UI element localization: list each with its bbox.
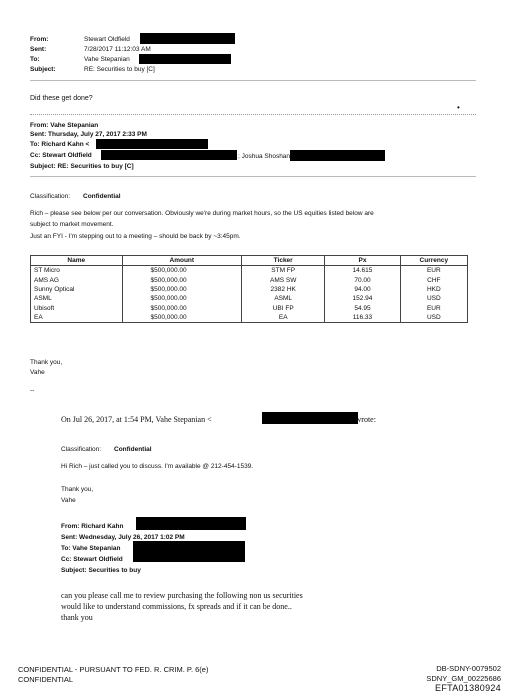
table-cell: USD (400, 294, 467, 303)
classification-value: Confidential (114, 446, 152, 453)
classification-label: Classification: (61, 446, 102, 453)
message4-body-line: would like to understand commissions, fx spreads and if it can be done.. (61, 602, 292, 611)
redaction-block (139, 54, 231, 64)
column-header: Px (325, 256, 400, 266)
table-cell: 152.94 (325, 294, 400, 303)
table-cell: $500,000.00 (122, 285, 242, 294)
redaction-block (136, 517, 246, 530)
table-cell: $500,000.00 (122, 294, 242, 303)
table-cell: ST Micro (31, 266, 123, 276)
message4-subject: Subject: Securities to buy (61, 567, 141, 574)
footer-bates-2: SDNY_GM_00225686 (426, 674, 501, 683)
header-from-label: From: (30, 36, 49, 43)
classification-label: Classification: (30, 193, 71, 200)
table-cell: 70.00 (325, 275, 400, 284)
table-row (31, 294, 468, 303)
table-row (31, 304, 468, 313)
table-cell: ASML (31, 294, 123, 303)
bullet-dot: • (457, 103, 460, 112)
redaction-block (101, 150, 237, 160)
message3-body: Hi Rich – just called you to discuss. I'm available @ 212-454-1539. (61, 463, 254, 470)
message4-sent: Sent: Wednesday, July 26, 2017 1:02 PM (61, 534, 185, 541)
table-row (31, 275, 468, 284)
table-cell: EA (31, 313, 123, 323)
table-cell: 94.00 (325, 285, 400, 294)
message2-body-line: Rich – please see below per our conversation. Obviously we're during market hours, so the US equities listed below are (30, 210, 374, 217)
message1-body: Did these get done? (30, 95, 93, 102)
table-row (31, 313, 468, 323)
table-cell: EA (242, 313, 325, 323)
table-row (31, 266, 468, 276)
table-cell: 54.95 (325, 304, 400, 313)
table-cell: ASML (242, 294, 325, 303)
table-cell: AMS SW (242, 275, 325, 284)
message4-from: From: Richard Kahn (61, 523, 124, 530)
table-cell: $500,000.00 (122, 313, 242, 323)
message4-body-line: thank you (61, 613, 93, 622)
securities-table (30, 255, 468, 323)
table-cell: UBI FP (242, 304, 325, 313)
table-cell: 2382 HK (242, 285, 325, 294)
header-sent-value: 7/28/2017 11:12:03 AM (84, 46, 151, 53)
table-cell: $500,000.00 (122, 266, 242, 276)
message2-to: To: Richard Kahn < (30, 141, 90, 148)
message2-subject: Subject: RE: Securities to buy [C] (30, 163, 134, 170)
classification-value: Confidential (83, 193, 121, 200)
table-cell: Sunny Optical (31, 285, 123, 294)
table-cell: EUR (400, 266, 467, 276)
message2-signature: Vahe (30, 369, 45, 376)
header-to-label: To: (30, 56, 40, 63)
table-cell: Ubisoft (31, 304, 123, 313)
table-header-row (31, 256, 468, 266)
table-cell: USD (400, 313, 467, 323)
column-header: Amount (122, 256, 242, 266)
message3-closing: Thank you, (61, 486, 94, 493)
table-cell: CHF (400, 275, 467, 284)
redaction-block (96, 139, 208, 149)
divider (30, 80, 476, 81)
redaction-block (262, 412, 358, 424)
header-subject-label: Subject: (30, 66, 56, 73)
footer-bates-1: DB-SDNY-0079502 (436, 664, 501, 673)
quote-attribution-suffix: > wrote: (349, 415, 376, 424)
table-cell: EUR (400, 304, 467, 313)
column-header: Currency (400, 256, 467, 266)
separator: -- (30, 387, 35, 394)
redaction-block (133, 541, 245, 562)
message3-signature: Vahe (61, 497, 76, 504)
table-row (31, 285, 468, 294)
column-header: Name (31, 256, 123, 266)
table-cell: $500,000.00 (122, 275, 242, 284)
message2-body-line: subject to market movement. (30, 221, 114, 228)
quote-attribution: On Jul 26, 2017, at 1:54 PM, Vahe Stepanian < (61, 415, 212, 424)
footer-confidential: CONFIDENTIAL (18, 675, 74, 684)
table-cell: 14.615 (325, 266, 400, 276)
table-cell: STM FP (242, 266, 325, 276)
header-subject-value: RE: Securities to buy [C] (84, 66, 155, 73)
table-cell: 116.33 (325, 313, 400, 323)
redaction-block (140, 33, 235, 44)
table-cell: $500,000.00 (122, 304, 242, 313)
message2-closing: Thank you, (30, 359, 63, 366)
footer-efta-number: EFTA01380924 (435, 683, 501, 693)
divider (30, 176, 476, 177)
column-header: Ticker (242, 256, 325, 266)
header-to-value: Vahe Stepanian (84, 56, 130, 63)
redaction-block (290, 150, 385, 161)
message2-sent: Sent: Thursday, July 27, 2017 2:33 PM (30, 131, 147, 138)
table-cell: HKD (400, 285, 467, 294)
table-cell: AMS AG (31, 275, 123, 284)
message2-cc-suffix: ; Joshua Shoshan (238, 153, 291, 160)
footer-confidential-notice: CONFIDENTIAL - PURSUANT TO FED. R. CRIM. P. 6(e) (18, 665, 209, 674)
header-sent-label: Sent: (30, 46, 47, 53)
message2-cc: Cc: Stewart Oldfield (30, 152, 92, 159)
message4-body-line: can you please call me to review purchasing the following non us securities (61, 591, 303, 600)
header-from-value: Stewart Oldfield (84, 36, 130, 43)
message4-cc: Cc: Stewart Oldfield (61, 556, 123, 563)
divider (30, 114, 476, 115)
message2-from: From: Vahe Stepanian (30, 122, 99, 129)
message2-body-line: Just an FYI - I'm stepping out to a meeting – should be back by ~3:45pm. (30, 233, 241, 240)
message4-to: To: Vahe Stepanian (61, 545, 121, 552)
